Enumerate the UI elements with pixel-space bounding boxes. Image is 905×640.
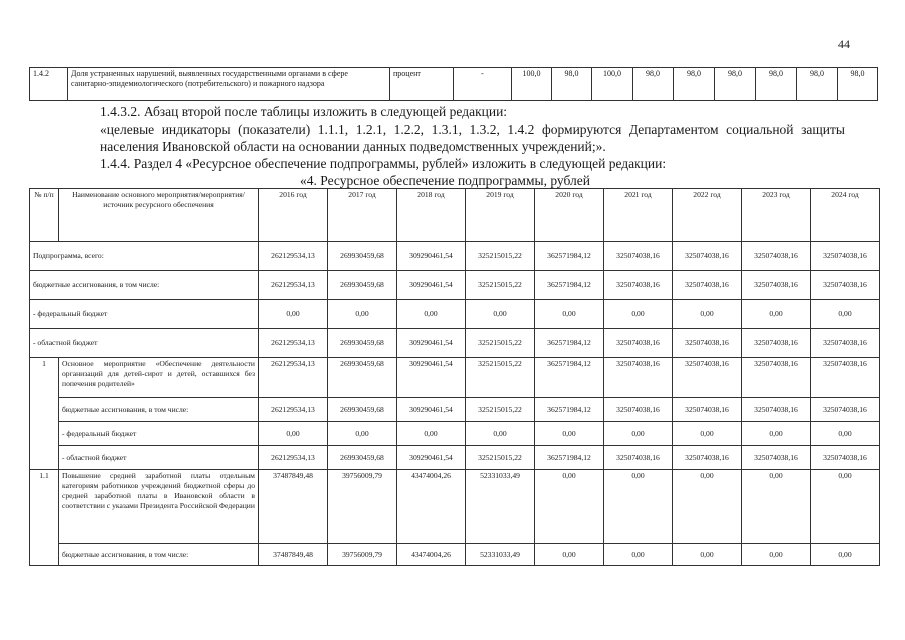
cell-value: 0,00 (397, 300, 466, 329)
header-year: 2016 год (259, 189, 328, 242)
cell-value: 309290461,54 (397, 446, 466, 470)
row-label: - федеральный бюджет (59, 422, 259, 446)
cell-value: 325074038,16 (811, 398, 880, 422)
cell-value: 362571984,12 (535, 329, 604, 358)
cell-value: 0,00 (742, 470, 811, 544)
cell-value: 0,00 (742, 422, 811, 446)
event-number: 1 (30, 358, 59, 470)
cell-value: 269930459,68 (328, 398, 397, 422)
cell-value: 325215015,22 (466, 398, 535, 422)
cell-value: 52331033,49 (466, 470, 535, 544)
cell-value: 262129534,13 (259, 242, 328, 271)
paragraph-1: 1.4.3.2. Абзац второй после таблицы изложить в следующей редакции: (100, 104, 508, 119)
cell-value: 37487849,48 (259, 470, 328, 544)
cell-value: 262129534,13 (259, 446, 328, 470)
cell-value: 0,00 (535, 544, 604, 566)
cell-value: 325074038,16 (604, 446, 673, 470)
indicator-value: 98,0 (797, 68, 838, 101)
table-row (30, 329, 880, 358)
indicator-value: 98,0 (715, 68, 756, 101)
header-num: № п/п (30, 189, 59, 242)
cell-value: 262129534,13 (259, 329, 328, 358)
cell-value: 0,00 (811, 300, 880, 329)
cell-value: 325074038,16 (811, 358, 880, 398)
cell-value: 0,00 (811, 544, 880, 566)
table-row (30, 242, 880, 271)
indicator-value: 98,0 (838, 68, 878, 101)
cell-value: 325074038,16 (604, 271, 673, 300)
cell-value: 43474004,26 (397, 470, 466, 544)
indicator-table (29, 67, 878, 101)
cell-value: 0,00 (742, 300, 811, 329)
cell-value: 0,00 (328, 422, 397, 446)
cell-value: 0,00 (673, 300, 742, 329)
cell-value: 325074038,16 (604, 329, 673, 358)
cell-value: 325074038,16 (811, 446, 880, 470)
header-year: 2020 год (535, 189, 604, 242)
cell-value: 0,00 (604, 544, 673, 566)
cell-value: 37487849,48 (259, 544, 328, 566)
paragraph-3: 1.4.4. Раздел 4 «Ресурсное обеспечение подпрограммы, рублей» изложить в следующей редакции: (100, 156, 667, 171)
cell-value: 362571984,12 (535, 242, 604, 271)
header-year: 2017 год (328, 189, 397, 242)
cell-value: 325215015,22 (466, 446, 535, 470)
row-label: - областной бюджет (59, 446, 259, 470)
table-row (30, 422, 880, 446)
table-row (30, 446, 880, 470)
cell-value: 325074038,16 (811, 242, 880, 271)
indicator-value: 100,0 (592, 68, 633, 101)
indicator-name: Доля устраненных нарушений, выявленных государственными органами в сфере санитарно-эпидемиологического (потребительского) и пожарного надзора (68, 68, 390, 101)
cell-value: 325074038,16 (673, 398, 742, 422)
cell-value: 309290461,54 (397, 271, 466, 300)
cell-value: 325074038,16 (604, 242, 673, 271)
cell-value: 0,00 (604, 470, 673, 544)
cell-value: 0,00 (466, 300, 535, 329)
cell-value: 362571984,12 (535, 271, 604, 300)
cell-value: 325074038,16 (673, 358, 742, 398)
paragraph-2: «целевые индикаторы (показатели) 1.1.1, 1.2.1, 1.2.2, 1.3.1, 1.3.2, 1.4.2 формируются Департаментом социальной защиты населения Ивановской области на основании данных подведомственных учреждений;». (100, 122, 845, 154)
cell-value: 309290461,54 (397, 242, 466, 271)
header-name: Наименование основного мероприятия/мероприятия/ источник ресурсного обеспечения (59, 189, 259, 242)
header-year: 2022 год (673, 189, 742, 242)
indicator-value: 98,0 (552, 68, 592, 101)
row-label: - областной бюджет (30, 329, 259, 358)
cell-value: 0,00 (259, 300, 328, 329)
cell-value: 262129534,13 (259, 358, 328, 398)
cell-value: 269930459,68 (328, 329, 397, 358)
table-row (30, 398, 880, 422)
cell-value: 362571984,12 (535, 398, 604, 422)
indicator-value: 98,0 (674, 68, 715, 101)
cell-value: 325074038,16 (742, 398, 811, 422)
cell-value: 0,00 (466, 422, 535, 446)
cell-value: 39756009,79 (328, 470, 397, 544)
cell-value: 269930459,68 (328, 242, 397, 271)
cell-value: 0,00 (328, 300, 397, 329)
cell-value: 309290461,54 (397, 329, 466, 358)
header-year: 2021 год (604, 189, 673, 242)
cell-value: 325074038,16 (811, 271, 880, 300)
cell-value: 0,00 (535, 422, 604, 446)
row-label: - федеральный бюджет (30, 300, 259, 329)
header-year: 2019 год (466, 189, 535, 242)
cell-value: 0,00 (397, 422, 466, 446)
indicator-code: 1.4.2 (30, 68, 68, 101)
cell-value: 0,00 (604, 300, 673, 329)
row-label: бюджетные ассигнования, в том числе: (30, 271, 259, 300)
cell-value: 269930459,68 (328, 446, 397, 470)
cell-value: 262129534,13 (259, 398, 328, 422)
cell-value: 325074038,16 (742, 271, 811, 300)
cell-value: 0,00 (673, 422, 742, 446)
indicator-value: 98,0 (633, 68, 674, 101)
cell-value: 325074038,16 (673, 242, 742, 271)
cell-value: 309290461,54 (397, 398, 466, 422)
cell-value: 0,00 (259, 422, 328, 446)
cell-value: 325215015,22 (466, 242, 535, 271)
table-row (30, 358, 880, 398)
cell-value: 325074038,16 (673, 446, 742, 470)
row-label: Подпрограмма, всего: (30, 242, 259, 271)
cell-value: 262129534,13 (259, 271, 328, 300)
cell-value: 325074038,16 (742, 446, 811, 470)
cell-value: 0,00 (673, 470, 742, 544)
cell-value: 362571984,12 (535, 446, 604, 470)
cell-value: 325074038,16 (604, 398, 673, 422)
indicator-dash: - (454, 68, 512, 101)
cell-value: 269930459,68 (328, 271, 397, 300)
cell-value: 325074038,16 (604, 358, 673, 398)
resource-table (29, 188, 880, 566)
indicator-unit: процент (390, 68, 454, 101)
table-row (30, 544, 880, 566)
page-number: 44 (838, 37, 850, 51)
header-year: 2023 год (742, 189, 811, 242)
table-header (30, 189, 880, 242)
cell-value: 325074038,16 (742, 242, 811, 271)
cell-value: 52331033,49 (466, 544, 535, 566)
table-row (30, 271, 880, 300)
cell-value: 0,00 (811, 422, 880, 446)
cell-value: 0,00 (673, 544, 742, 566)
cell-value: 362571984,12 (535, 358, 604, 398)
cell-value: 325215015,22 (466, 271, 535, 300)
cell-value: 325215015,22 (466, 329, 535, 358)
cell-value: 43474004,26 (397, 544, 466, 566)
indicator-value: 100,0 (512, 68, 552, 101)
table-row (30, 470, 880, 544)
cell-value: 0,00 (535, 300, 604, 329)
cell-value: 0,00 (604, 422, 673, 446)
header-year: 2018 год (397, 189, 466, 242)
cell-value: 325074038,16 (811, 329, 880, 358)
cell-value: 0,00 (811, 470, 880, 544)
event-name: Основное мероприятие «Обеспечение деятельности организаций для детей-сирот и детей, оставшихся без попечения родителей» (59, 358, 259, 398)
cell-value: 309290461,54 (397, 358, 466, 398)
cell-value: 0,00 (535, 470, 604, 544)
indicator-value: 98,0 (756, 68, 797, 101)
cell-value: 0,00 (742, 544, 811, 566)
cell-value: 325215015,22 (466, 358, 535, 398)
cell-value: 39756009,79 (328, 544, 397, 566)
row-label: бюджетные ассигнования, в том числе: (59, 544, 259, 566)
header-year: 2024 год (811, 189, 880, 242)
cell-value: 325074038,16 (742, 358, 811, 398)
event-number: 1.1 (30, 470, 59, 566)
event-name: Повышение средней заработной платы отдельным категориям работников учреждений бюджетной сферы до средней заработной платы в Ивановской области в соответствии с указами Президента Российской Федерации (59, 470, 259, 544)
indicator-row (30, 68, 878, 101)
cell-value: 325074038,16 (673, 271, 742, 300)
section-heading: «4. Ресурсное обеспечение подпрограммы, рублей (300, 173, 590, 188)
cell-value: 325074038,16 (742, 329, 811, 358)
cell-value: 269930459,68 (328, 358, 397, 398)
cell-value: 325074038,16 (673, 329, 742, 358)
table-row (30, 300, 880, 329)
row-label: бюджетные ассигнования, в том числе: (59, 398, 259, 422)
